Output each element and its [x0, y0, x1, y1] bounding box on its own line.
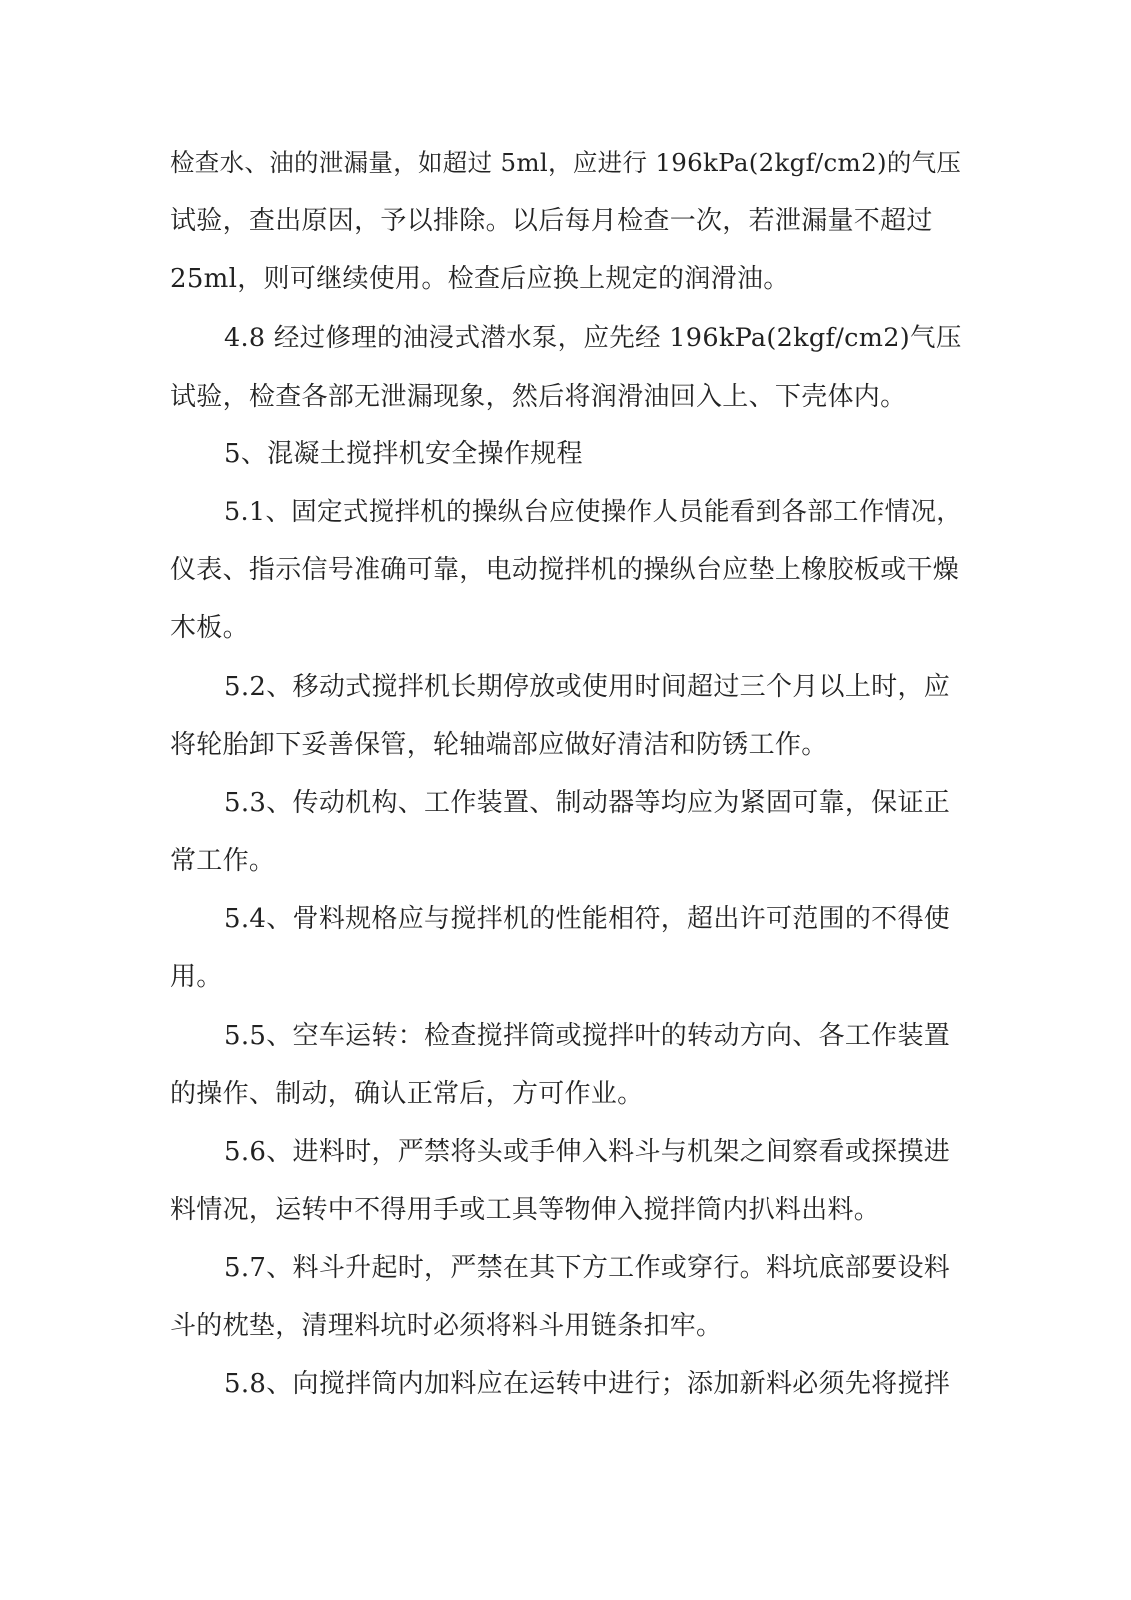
text-line-5: 试验，检查各部无泄漏现象，然后将润滑油回入上、下壳体内。 [170, 382, 907, 412]
text-line-1: 检查水、油的泄漏量，如超过 5ml，应进行 196kPa(2kgf/cm2)的气压 [170, 148, 962, 177]
text-line-13: 常工作。 [170, 846, 276, 876]
text-line-7: 5.1、固定式搅拌机的操纵台应使操作人员能看到各部工作情况， [224, 497, 963, 527]
text-line-10: 5.2、移动式搅拌机长期停放或使用时间超过三个月以上时，应 [224, 672, 951, 702]
text-line-19: 料情况，运转中不得用手或工具等物伸入搅拌筒内扒料出料。 [170, 1195, 881, 1225]
text-line-4: 4.8 经过修理的油浸式潜水泵，应先经 196kPa(2kgf/cm2)气压 [224, 323, 962, 353]
text-line-2: 试验，查出原因，予以排除。以后每月检查一次，若泄漏量不超过 [170, 206, 933, 236]
text-line-21: 斗的枕垫，清理料坑时必须将料斗用链条扣牢。 [170, 1311, 723, 1341]
text-line-22: 5.8、向搅拌筒内加料应在运转中进行；添加新料必须先将搅拌 [224, 1369, 951, 1399]
text-line-20: 5.7、料斗升起时，严禁在其下方工作或穿行。料坑底部要设料 [224, 1253, 951, 1283]
text-line-11: 将轮胎卸下妥善保管，轮轴端部应做好清洁和防锈工作。 [170, 730, 828, 760]
text-line-3: 25ml，则可继续使用。检查后应换上规定的润滑油。 [170, 264, 790, 294]
text-line-15: 用。 [170, 962, 223, 992]
text-line-12: 5.3、传动机构、工作装置、制动器等均应为紧固可靠，保证正 [224, 788, 951, 818]
section-heading-5: 5、混凝土搅拌机安全操作规程 [224, 439, 583, 469]
text-line-14: 5.4、骨料规格应与搅拌机的性能相符，超出许可范围的不得使 [224, 904, 951, 934]
text-line-17: 的操作、制动，确认正常后，方可作业。 [170, 1079, 644, 1109]
text-line-18: 5.6、进料时，严禁将头或手伸入料斗与机架之间察看或探摸进 [224, 1137, 951, 1167]
text-line-16: 5.5、空车运转：检查搅拌筒或搅拌叶的转动方向、各工作装置 [224, 1021, 951, 1051]
text-line-9: 木板。 [170, 613, 249, 643]
text-line-8: 仪表、指示信号准确可靠，电动搅拌机的操纵台应垫上橡胶板或干燥 [170, 555, 960, 585]
